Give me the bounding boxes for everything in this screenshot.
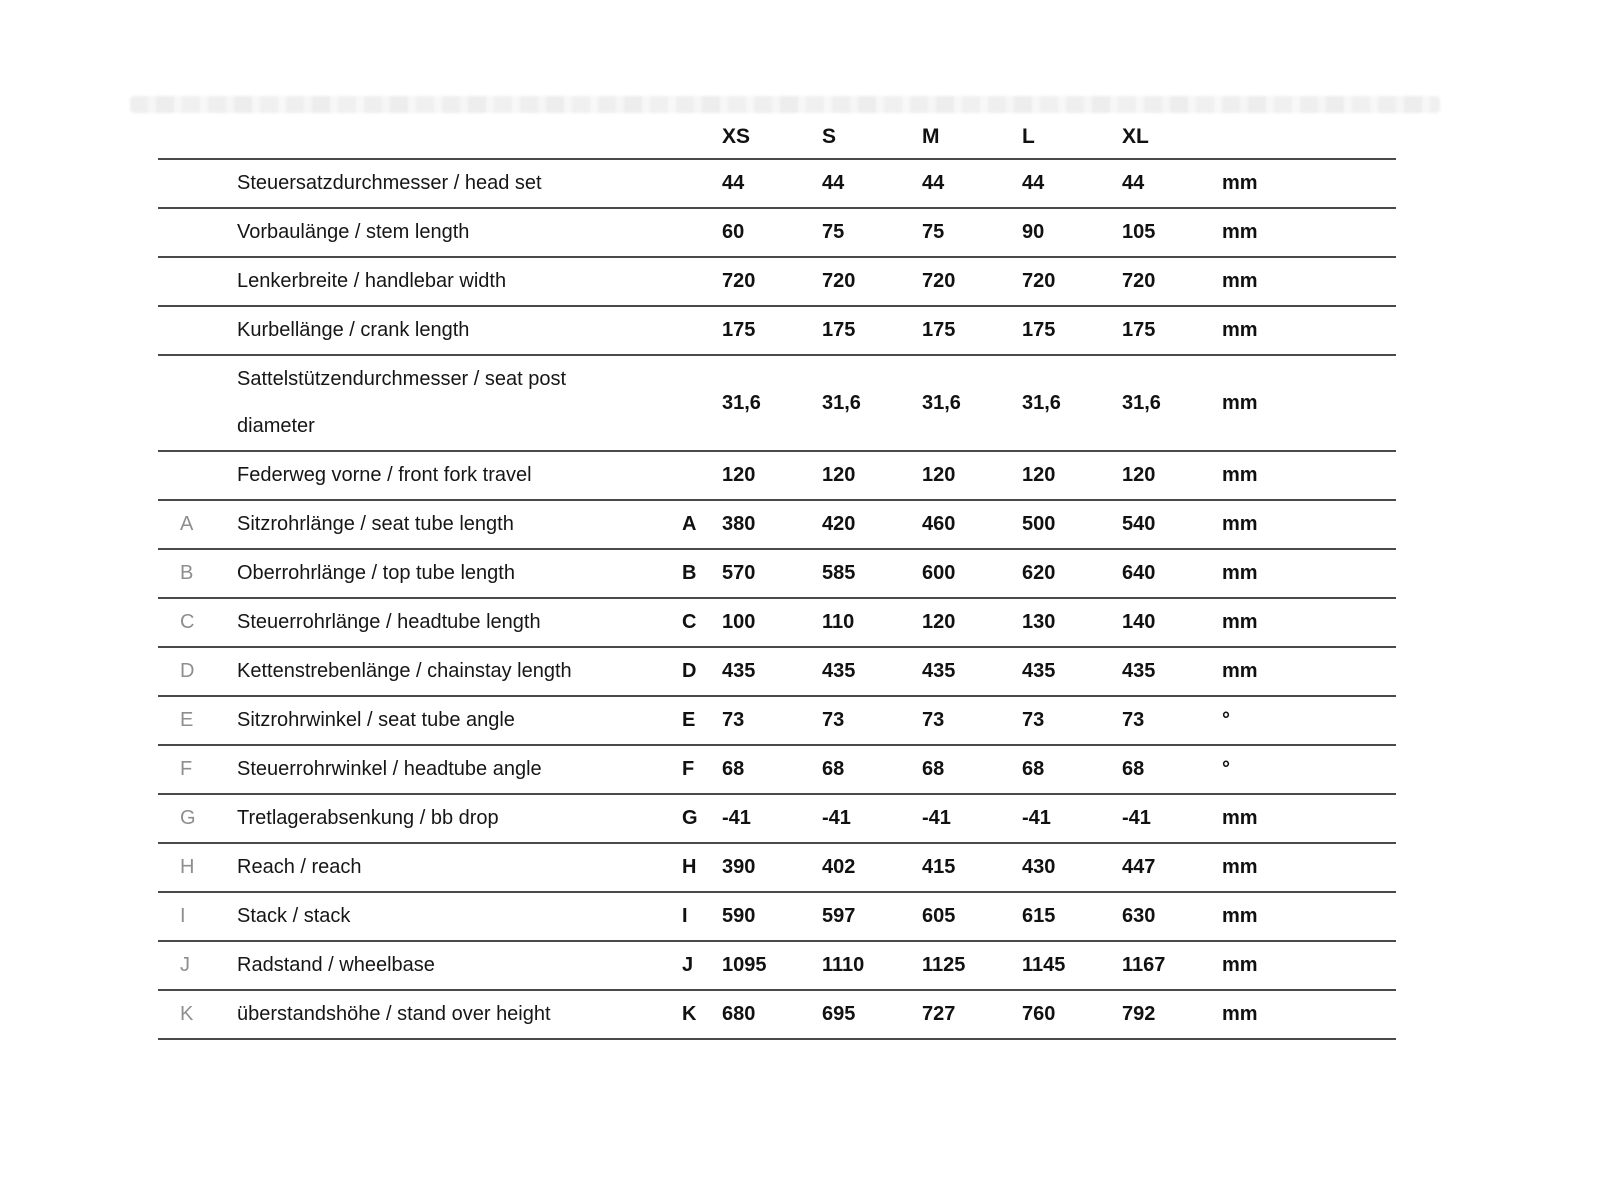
row-value-m: 120 — [922, 611, 956, 633]
row-index-letter: G — [180, 807, 196, 829]
row-value-xl: 44 — [1122, 172, 1145, 194]
row-index-letter: F — [180, 758, 193, 780]
row-label: Steuersatzdurchmesser / head set — [237, 172, 542, 194]
row-label: Stack / stack — [237, 905, 351, 927]
table-row — [158, 599, 1396, 648]
row-value-xs: 73 — [722, 709, 745, 731]
table-row — [158, 648, 1396, 697]
row-marker-letter: A — [682, 513, 697, 535]
table-row — [158, 550, 1396, 599]
row-label: Radstand / wheelbase — [237, 954, 435, 976]
row-value-xl: 68 — [1122, 758, 1145, 780]
row-value-m: 120 — [922, 464, 956, 486]
row-value-l: -41 — [1022, 807, 1051, 829]
row-value-xs: 380 — [722, 513, 756, 535]
row-index-letter: I — [180, 905, 186, 927]
table-row — [158, 209, 1396, 258]
row-value-s: 597 — [822, 905, 856, 927]
table-body — [158, 160, 1396, 1040]
row-unit: mm — [1222, 660, 1258, 682]
row-value-m: 1125 — [922, 954, 966, 976]
row-value-xl: 792 — [1122, 1003, 1156, 1025]
row-marker-letter: J — [682, 954, 694, 976]
row-value-xs: 100 — [722, 611, 756, 633]
row-value-xl: 720 — [1122, 270, 1156, 292]
table-row — [158, 991, 1396, 1040]
row-unit: mm — [1222, 319, 1258, 341]
row-value-xs: 120 — [722, 464, 756, 486]
row-value-xl: 175 — [1122, 319, 1156, 341]
row-value-l: 1145 — [1022, 954, 1066, 976]
row-value-m: 727 — [922, 1003, 956, 1025]
table-header-row — [158, 115, 1396, 160]
redacted-text-band — [130, 96, 1440, 113]
row-marker-letter: G — [682, 807, 698, 829]
row-index-letter: H — [180, 856, 195, 878]
table-row — [158, 356, 1396, 452]
table-row — [158, 501, 1396, 550]
row-index-letter: D — [180, 660, 195, 682]
col-header-xs: XS — [722, 124, 751, 148]
table-row — [158, 452, 1396, 501]
row-value-l: 430 — [1022, 856, 1056, 878]
row-unit: ° — [1222, 758, 1230, 780]
row-value-m: 460 — [922, 513, 956, 535]
row-marker-letter: B — [682, 562, 697, 584]
row-label: Lenkerbreite / handlebar width — [237, 270, 507, 292]
row-index-letter: A — [180, 513, 194, 535]
row-value-xl: 630 — [1122, 905, 1156, 927]
geometry-table — [158, 115, 1396, 1040]
row-value-l: 120 — [1022, 464, 1056, 486]
row-value-l: 615 — [1022, 905, 1056, 927]
row-value-xs: 435 — [722, 660, 756, 682]
row-value-l: 68 — [1022, 758, 1045, 780]
row-value-m: 75 — [922, 221, 945, 243]
table-row — [158, 795, 1396, 844]
row-value-l: 720 — [1022, 270, 1056, 292]
row-value-xs: 590 — [722, 905, 756, 927]
row-unit: ° — [1222, 709, 1230, 731]
row-unit: mm — [1222, 221, 1258, 243]
row-value-l: 44 — [1022, 172, 1045, 194]
row-value-l: 760 — [1022, 1003, 1056, 1025]
row-value-xl: 540 — [1122, 513, 1156, 535]
row-value-xs: 720 — [722, 270, 756, 292]
row-value-m: 720 — [922, 270, 956, 292]
row-value-l: 500 — [1022, 513, 1056, 535]
row-value-s: 31,6 — [822, 391, 861, 414]
row-value-s: 120 — [822, 464, 856, 486]
row-value-xl: 105 — [1122, 221, 1156, 243]
row-value-xl: 31,6 — [1122, 391, 1161, 414]
table-row — [158, 258, 1396, 307]
row-unit: mm — [1222, 1003, 1258, 1025]
row-marker-letter: E — [682, 709, 696, 731]
row-value-m: 415 — [922, 856, 956, 878]
table-row — [158, 844, 1396, 893]
row-value-s: 44 — [822, 172, 845, 194]
row-unit: mm — [1222, 807, 1258, 829]
row-unit: mm — [1222, 856, 1258, 878]
row-value-l: 435 — [1022, 660, 1056, 682]
table-row — [158, 746, 1396, 795]
row-unit: mm — [1222, 464, 1258, 486]
row-value-l: 31,6 — [1022, 391, 1061, 414]
row-unit: mm — [1222, 513, 1258, 535]
row-label: Sattelstützendurchmesser / seat post diameter — [237, 368, 567, 437]
row-value-l: 90 — [1022, 221, 1045, 243]
row-label: Oberrohrlänge / top tube length — [237, 562, 515, 584]
row-marker-letter: H — [682, 856, 697, 878]
row-value-s: 110 — [822, 611, 855, 633]
row-value-s: 175 — [822, 319, 856, 341]
row-value-xl: -41 — [1122, 807, 1151, 829]
row-label: Federweg vorne / front fork travel — [237, 464, 532, 486]
row-value-xs: 60 — [722, 221, 745, 243]
row-index-letter: J — [180, 954, 190, 976]
row-index-letter: E — [180, 709, 194, 731]
row-value-xs: 570 — [722, 562, 756, 584]
row-value-l: 130 — [1022, 611, 1056, 633]
row-unit: mm — [1222, 391, 1258, 414]
table-row — [158, 697, 1396, 746]
row-unit: mm — [1222, 954, 1258, 976]
row-value-l: 175 — [1022, 319, 1056, 341]
row-value-m: -41 — [922, 807, 951, 829]
row-label: Reach / reach — [237, 856, 362, 878]
row-label: überstandshöhe / stand over height — [237, 1003, 551, 1025]
row-value-xs: 175 — [722, 319, 756, 341]
row-label: Steuerrohrwinkel / headtube angle — [237, 758, 542, 780]
row-value-s: 585 — [822, 562, 856, 584]
row-value-m: 605 — [922, 905, 956, 927]
row-value-xl: 1167 — [1122, 954, 1166, 976]
row-marker-letter: F — [682, 758, 695, 780]
row-unit: mm — [1222, 270, 1258, 292]
row-value-xs: 31,6 — [722, 391, 761, 414]
row-value-xs: 680 — [722, 1003, 756, 1025]
row-unit: mm — [1222, 562, 1258, 584]
row-value-s: 435 — [822, 660, 856, 682]
row-value-xs: 44 — [722, 172, 745, 194]
row-value-m: 44 — [922, 172, 945, 194]
row-unit: mm — [1222, 905, 1258, 927]
row-index-letter: B — [180, 562, 194, 584]
row-value-xl: 640 — [1122, 562, 1156, 584]
row-value-xl: 120 — [1122, 464, 1156, 486]
row-value-s: 73 — [822, 709, 845, 731]
row-unit: mm — [1222, 611, 1258, 633]
row-value-m: 600 — [922, 562, 956, 584]
table-row — [158, 893, 1396, 942]
row-value-l: 620 — [1022, 562, 1056, 584]
row-index-letter: K — [180, 1003, 194, 1025]
row-value-s: 695 — [822, 1003, 856, 1025]
row-value-xl: 447 — [1122, 856, 1156, 878]
row-unit: mm — [1222, 172, 1258, 194]
row-label: Tretlagerabsenkung / bb drop — [237, 807, 499, 829]
col-header-l: L — [1022, 124, 1035, 148]
row-value-m: 175 — [922, 319, 956, 341]
table-row — [158, 942, 1396, 991]
row-label: Vorbaulänge / stem length — [237, 221, 470, 243]
row-index-letter: C — [180, 611, 195, 633]
row-value-l: 73 — [1022, 709, 1045, 731]
row-value-xl: 140 — [1122, 611, 1156, 633]
col-header-xl: XL — [1122, 124, 1149, 148]
row-value-s: 1110 — [822, 954, 865, 976]
row-value-s: 75 — [822, 221, 845, 243]
row-value-xl: 435 — [1122, 660, 1156, 682]
row-value-xs: -41 — [722, 807, 751, 829]
row-label: Sitzrohrwinkel / seat tube angle — [237, 709, 515, 731]
row-marker-letter: D — [682, 660, 697, 682]
row-value-xs: 1095 — [722, 954, 767, 976]
row-label: Steuerrohrlänge / headtube length — [237, 611, 541, 633]
row-marker-letter: C — [682, 611, 697, 633]
row-value-xl: 73 — [1122, 709, 1145, 731]
row-value-s: 420 — [822, 513, 856, 535]
row-value-m: 435 — [922, 660, 956, 682]
table-row — [158, 307, 1396, 356]
row-value-s: -41 — [822, 807, 851, 829]
col-header-m: M — [922, 124, 940, 148]
table-row — [158, 160, 1396, 209]
row-value-m: 68 — [922, 758, 945, 780]
row-marker-letter: K — [682, 1003, 697, 1025]
row-value-xs: 68 — [722, 758, 745, 780]
col-header-s: S — [822, 124, 837, 148]
row-value-m: 31,6 — [922, 391, 961, 414]
row-label: Sitzrohrlänge / seat tube length — [237, 513, 514, 535]
row-value-s: 720 — [822, 270, 856, 292]
row-value-s: 68 — [822, 758, 845, 780]
row-label: Kurbellänge / crank length — [237, 319, 470, 341]
row-label: Kettenstrebenlänge / chainstay length — [237, 660, 572, 682]
row-value-xs: 390 — [722, 856, 756, 878]
row-value-m: 73 — [922, 709, 945, 731]
row-value-s: 402 — [822, 856, 856, 878]
row-marker-letter: I — [682, 905, 688, 927]
